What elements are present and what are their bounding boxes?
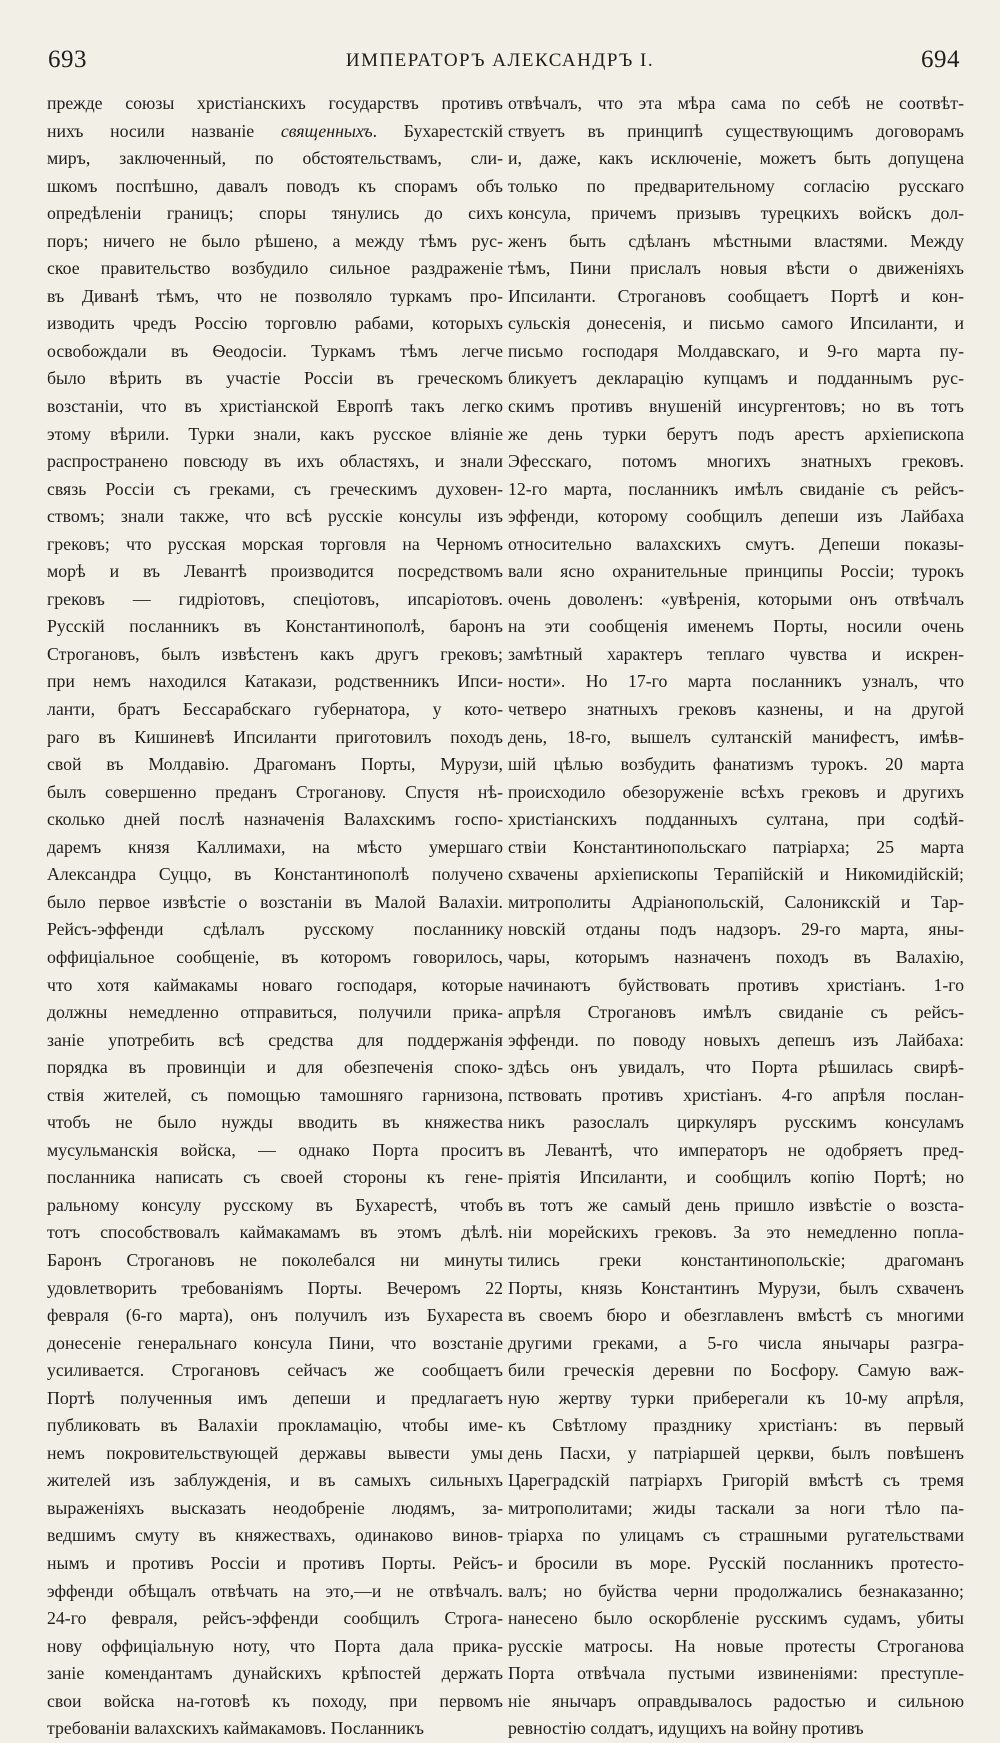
text-line: связь Россіи съ греками, съ греческимъ духовен-: [47, 478, 503, 499]
text-line: били греческія деревни по Босфору. Самую важ-: [508, 1360, 964, 1381]
text-line: распространено повсюду въ ихъ областяхъ, и знали: [47, 451, 503, 472]
page-number-right: 694: [921, 46, 960, 73]
text-line: ную жертву турки приберегали къ 10-му апрѣля,: [508, 1387, 964, 1408]
text-line: опредѣленіи границъ; споры тянулись до сихъ: [47, 203, 503, 224]
text-line: миръ, заключенный, по обстоятельствамъ, сли-: [47, 148, 503, 169]
text-line: было вѣрить въ участіе Россіи въ греческомъ: [47, 368, 503, 389]
text-line: изводить чредъ Россію торговлю рабами, которыхъ: [47, 313, 503, 334]
text-line: морѣ и въ Левантѣ производится посредствомъ: [47, 561, 503, 582]
text-line: очень доволенъ: «увѣренія, которыми онъ отвѣчалъ: [508, 588, 964, 609]
text-line: митрополиты Адріанопольскій, Салоникскій и Тар-: [508, 891, 964, 912]
text-line: ское правительство возбудило сильное раздраженіе: [47, 258, 503, 279]
text-line: другими греками, а 5-го числа янычары разгра-: [508, 1332, 964, 1353]
text-line: грековъ — гидріотовъ, спеціотовъ, ипсаріотовъ.: [47, 588, 503, 609]
page-number-left: 693: [48, 46, 87, 73]
text-line: Порты, князь Константинъ Мурузи, былъ схваченъ: [508, 1277, 964, 1298]
text-line: Александра Суццо, въ Константинополѣ получено: [47, 864, 503, 885]
text-line: день, 18-го, вышелъ султанскій манифестъ, имѣв-: [508, 726, 964, 747]
text-line: начинаютъ буйствовать противъ христіанъ. 1-го: [508, 974, 964, 995]
text-line: при немъ находился Катакази, родственникъ Ипси-: [47, 671, 503, 692]
text-line: удовлетворить требованіямъ Порты. Вечеромъ 22: [47, 1277, 503, 1298]
text-line: заніе комендантамъ дунайскихъ крѣпостей держать: [47, 1663, 503, 1684]
text-line: эффенди обѣщалъ отвѣчать на это,—и не отвѣчалъ.: [47, 1580, 503, 1601]
text-line: письмо господаря Молдавскаго, и 9-го марта пу-: [508, 340, 964, 361]
text-line: эффенди, которому сообщилъ депеши изъ Лайбаха: [508, 506, 964, 527]
text-line: относительно валахскихъ смутъ. Депеши показы-: [508, 533, 964, 554]
text-line: свой въ Молдавію. Драгоманъ Порты, Мурузи,: [47, 754, 503, 775]
text-line: консула, причемъ призывъ турецкихъ войскъ дол-: [508, 203, 964, 224]
text-line: тотъ способствовалъ каймакамамъ въ этомъ дѣлѣ.: [47, 1222, 503, 1243]
text-line: жителей изъ заблужденія, и въ самыхъ сильныхъ: [47, 1470, 503, 1491]
text-line: на эти сообщенія именемъ Порты, носили очень: [508, 616, 964, 637]
text-line: здѣсь онъ увидалъ, что Порта рѣшилась свирѣ-: [508, 1057, 964, 1078]
text-line: сульскія донесенія, и письмо самого Ипсиланти, и: [508, 313, 964, 334]
text-line: эффенди. по поводу новыхъ депешъ изъ Лайбаха:: [508, 1029, 964, 1050]
text-line: христіанскихъ подданныхъ султана, при содѣй-: [508, 809, 964, 830]
text-line: же день турки берутъ подъ арестъ архіепископа: [508, 423, 964, 444]
text-line: ланти, братъ Бессарабскаго губернатора, у кото-: [47, 699, 503, 720]
text-line: прежде союзы христіанскихъ государствъ противъ: [47, 93, 503, 113]
right-column: [508, 90, 964, 1743]
text-line: нову оффиціальную ноту, что Порта дала прика-: [47, 1635, 503, 1656]
text-line: заніе употребить всѣ средства для поддержанія: [47, 1029, 503, 1050]
text-line: Порта отвѣчала пустыми извиненіями: преступле-: [508, 1663, 964, 1684]
text-line: въ своемъ бюро и обезглавленъ вмѣстѣ съ многими: [508, 1305, 964, 1326]
text-line: пріятія Ипсиланти, и сообщилъ копію Портѣ; но: [508, 1167, 964, 1188]
text-line: ніе янычаръ оправдывалось радостью и сильною: [508, 1690, 964, 1711]
text-line: происходило обезоруженіе всѣхъ грековъ и другихъ: [508, 781, 964, 802]
text-line: ствуетъ въ принципѣ существующимъ договорамъ: [508, 120, 964, 141]
text-line: мусульманскія войска, — однако Порта проситъ: [47, 1139, 503, 1160]
text-line: освобождали въ Ѳеодосіи. Туркамъ тѣмъ легче: [47, 340, 503, 361]
text-line: ствія жителей, съ помощью тамошняго гарнизона,: [47, 1084, 503, 1105]
text-line: ральному консулу русскому въ Бухарестѣ, чтобъ: [47, 1194, 503, 1215]
text-line: вали ясно охранительные принципы Россіи; турокъ: [508, 561, 964, 582]
text-line: въ тотъ же самый день пришло извѣстіе о возста-: [508, 1194, 964, 1215]
text-line: пствовать противъ христіанъ. 4-го апрѣля послан-: [508, 1084, 964, 1105]
text-line: Баронъ Строгановъ не поколебался ни минуты: [47, 1249, 503, 1270]
text-line: шій цѣлью возбудить фанатизмъ турокъ. 20 марта: [508, 754, 964, 775]
text-line: донесеніе генеральнаго консула Пини, что возстаніе: [47, 1332, 503, 1353]
text-line: чары, которымъ назначенъ походъ въ Валахію,: [508, 946, 964, 967]
text-line: и, даже, какъ исключеніе, можетъ быть допущена: [508, 148, 964, 169]
text-line: къ Свѣтлому празднику христіанъ: въ первый: [508, 1415, 964, 1436]
text-line: ревностію солдатъ, идущихъ на войну противъ: [508, 1718, 864, 1739]
text-line: день Пасхи, у патріаршей церкви, былъ повѣшенъ: [508, 1442, 964, 1463]
text-line: ствіи Константинопольскаго патріарха; 25 марта: [508, 836, 964, 857]
text-line: Ипсиланти. Строгановъ сообщаетъ Портѣ и кон-: [508, 285, 964, 306]
text-line: ведшимъ смуту въ княжествахъ, одинаково винов-: [47, 1525, 503, 1546]
text-line: въ Левантѣ, что императоръ не одобряетъ пред-: [508, 1139, 964, 1160]
text-line: усиливается. Строгановъ сейчасъ же сообщаетъ: [47, 1360, 503, 1381]
text-line: схвачены архіепископы Терапійскій и Никомидійскій;: [508, 864, 964, 885]
text-line: 12-го марта, посланникъ имѣлъ свиданіе съ рейсъ-: [508, 478, 964, 499]
text-line: публиковать въ Валахіи прокламацію, чтобы име-: [47, 1415, 503, 1436]
text-line: даремъ князя Каллимахи, на мѣсто умершаго: [47, 836, 503, 857]
text-line: поръ; ничего не было рѣшено, а между тѣмъ рус-: [47, 230, 503, 251]
text-line: нанесено было оскорбленіе русскимъ судамъ, убиты: [508, 1608, 964, 1629]
text-line: только по предварительному согласію русскаго: [508, 175, 964, 196]
text-line: и бросили въ море. Русскій посланникъ протесто-: [508, 1552, 964, 1573]
text-line: выраженіяхъ высказать неодобреніе людямъ, за-: [47, 1497, 503, 1518]
text-line: митрополитами; жиды таскали за ноги тѣло па-: [508, 1497, 964, 1518]
text-line: должны немедленно отправиться, получили прика-: [47, 1002, 503, 1023]
text-line: сколько дней послѣ назначенія Валахскимъ госпо-: [47, 809, 503, 830]
text-line: Строгановъ, былъ извѣстенъ какъ другъ грековъ;: [47, 643, 503, 664]
text-line: посланника написать съ своей стороны къ гене-: [47, 1167, 503, 1188]
text-line: немъ покровительствующей державы вывести умы: [47, 1442, 503, 1463]
text-line: тились греки константинопольскіе; драгоманъ: [508, 1249, 964, 1270]
text-line: скимъ противъ внушеній инсургентовъ; но въ тотъ: [508, 396, 964, 417]
text-line: новскій отданы подъ надзоръ. 29-го марта, яны-: [508, 919, 964, 940]
text-line: этому вѣрили. Турки знали, какъ русское вліяніе: [47, 423, 503, 444]
text-line: требованіи валахскихъ каймакамовъ. Посланникъ: [47, 1718, 424, 1739]
text-line: было первое извѣстіе о возстаніи въ Малой Валахіи.: [47, 891, 503, 912]
text-line: грековъ; что русская морская торговля на Черномъ: [47, 533, 503, 554]
text-line: ности». Но 17-го марта посланникъ узналъ, что: [508, 671, 964, 692]
text-line: Русскій посланникъ въ Константинополѣ, баронъ: [47, 616, 503, 637]
text-line: 24-го февраля, рейсъ-эффенди сообщилъ Строга-: [47, 1608, 503, 1629]
text-line: чтобъ не было нужды вводить въ княжества: [47, 1112, 503, 1133]
text-line: Эфесскаго, потомъ многихъ знатныхъ грековъ.: [508, 451, 964, 472]
text-line: въ Диванѣ тѣмъ, что не позволяло туркамъ про-: [47, 285, 503, 306]
text-line: отвѣчалъ, что эта мѣра сама по себѣ не соотвѣт-: [508, 93, 964, 113]
text-line: тѣмъ, Пини прислалъ новыя вѣсти о движеніяхъ: [508, 258, 964, 279]
text-line: былъ совершенно преданъ Строганову. Спустя нѣ-: [47, 781, 503, 802]
text-line: нихъ носили названіе священныхъ. Бухарестскій: [47, 120, 503, 141]
text-line: порядка въ провинціи и для обезпеченія споко-: [47, 1057, 503, 1078]
text-line: бликуетъ декларацію купцамъ и подданнымъ рус-: [508, 368, 964, 389]
text-line: никъ разослалъ циркуляръ русскимъ консуламъ: [508, 1112, 964, 1133]
text-line: ствомъ; знали также, что всѣ русскіе консулы изъ: [47, 506, 503, 527]
text-line: апрѣля Строгановъ имѣлъ свиданіе съ рейсъ-: [508, 1002, 964, 1023]
text-line: ніи морейскихъ грековъ. За это немедленно попла-: [508, 1222, 964, 1243]
text-line: Портѣ полученныя имъ депеши и предлагаетъ: [47, 1387, 503, 1408]
text-line: Рейсъ-эффенди сдѣлалъ русскому посланнику: [47, 919, 503, 940]
text-line: возстаніи, что въ христіанской Европѣ такъ легко: [47, 396, 503, 417]
text-line: четверо знатныхъ грековъ казнены, и на другой: [508, 699, 964, 720]
text-line: февраля (6-го марта), онъ получилъ изъ Бухареста: [47, 1305, 503, 1326]
text-line: Цареградскій патріархъ Григорій вмѣстѣ съ тремя: [508, 1470, 964, 1491]
running-title: ИМПЕРАТОРЪ АЛЕКСАНДРЪ I.: [345, 50, 655, 71]
text-line: оффиціальное сообщеніе, въ которомъ говорилось,: [47, 946, 503, 967]
text-line: замѣтный характеръ теплаго чувства и искрен-: [508, 643, 964, 664]
text-line: раго въ Кишиневѣ Ипсиланти приготовилъ походъ: [47, 726, 503, 747]
page-header: [0, 46, 1000, 86]
text-line: шкомъ поспѣшно, давалъ поводъ къ спорамъ объ: [47, 175, 503, 196]
text-line: свои войска на-готовѣ къ походу, при первомъ: [47, 1690, 503, 1711]
text-line: нымъ и противъ Россіи и противъ Порты. Рейсъ-: [47, 1552, 503, 1573]
left-column: [47, 90, 503, 1743]
text-line: что хотя каймакамы новаго господаря, которые: [47, 974, 503, 995]
text-line: тріарха по улицамъ съ страшными ругательствами: [508, 1525, 964, 1546]
text-line: валъ; но буйства черни продолжались безнаказанно;: [508, 1580, 964, 1601]
text-line: женъ быть сдѣланъ мѣстными властями. Между: [508, 230, 964, 251]
text-line: русскіе матросы. На новые протесты Строганова: [508, 1635, 964, 1656]
emphasis: священныхъ: [280, 120, 373, 141]
